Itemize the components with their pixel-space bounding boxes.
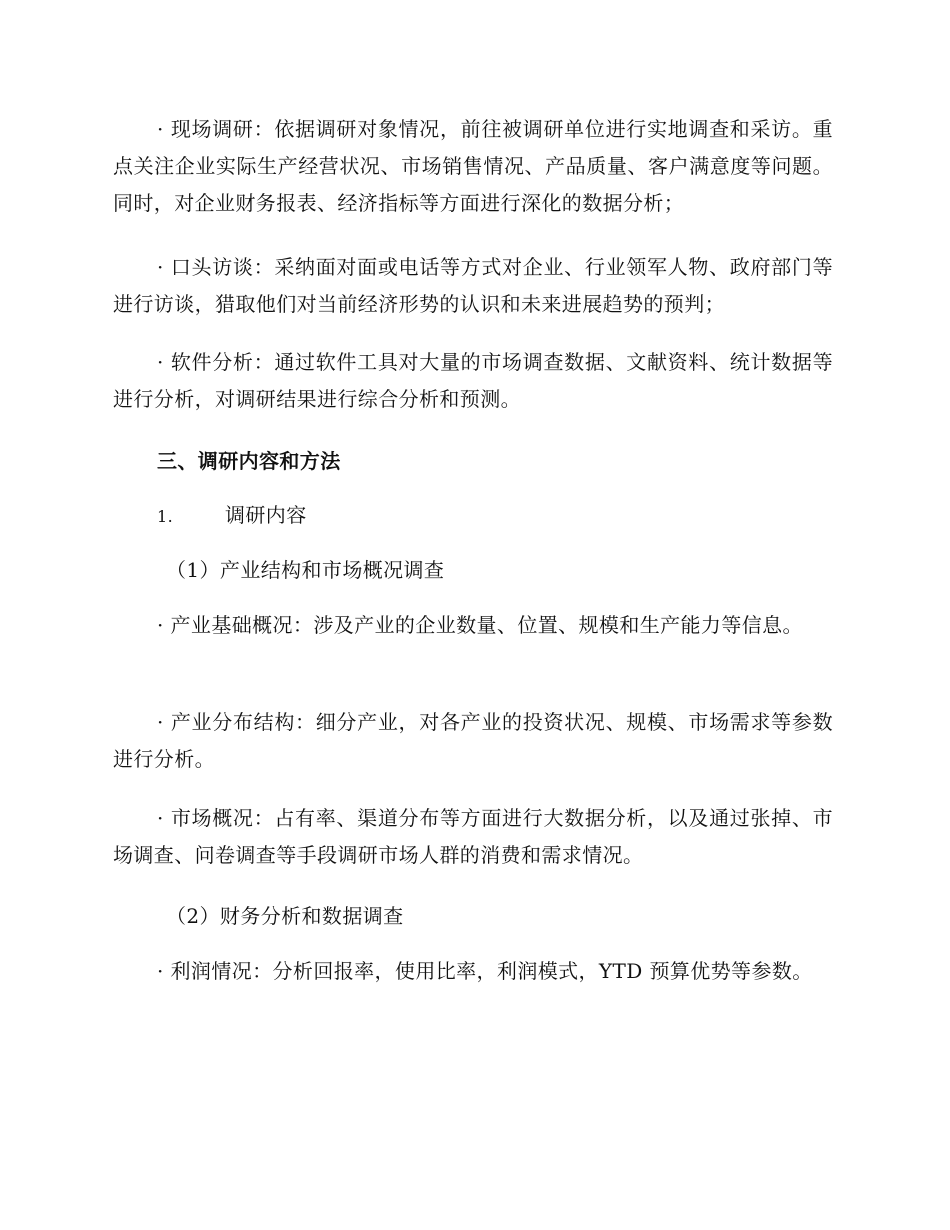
paragraph-oral-interview: · 口头访谈：采纳面对面或电话等方式对企业、行业领军人物、政府部门等进行访谈，猎取他们对当前经济形势的认识和未来进展趋势的预判； [113,255,833,316]
numbered-item-text: 调研内容 [225,503,307,527]
paragraph-profit: · 利润情况：分析回报率，使用比率，利润模式，YTD 预算优势等参数。 [157,959,813,983]
paragraph-industry-basics: · 产业基础概况：涉及产业的企业数量、位置、规模和生产能力等信息。 [157,613,803,637]
paragraph-field-research: · 现场调研：依据调研对象情况，前往被调研单位进行实地调查和采访。重点关注企业实际生产经营状况、市场销售情况、产品质量、客户满意度等问题。同时，对企业财务报表、经济指标等方面进行深化的数据分析； [113,117,833,215]
section-heading: 三、调研内容和方法 [157,449,341,473]
numbered-item [157,497,307,535]
subheading-financial-analysis: （2）财务分析和数据调查 [166,904,404,928]
paragraph-market-overview: · 市场概况：占有率、渠道分布等方面进行大数据分析，以及通过张掉、市场调查、问卷调查等手段调研市场人群的消费和需求情况。 [113,806,833,867]
subheading-industry-structure: （1）产业结构和市场概况调查 [166,558,445,582]
paragraph-industry-distribution: · 产业分布结构：细分产业，对各产业的投资状况、规模、市场需求等参数进行分析。 [113,710,833,771]
list-number: 1. [157,507,174,526]
paragraph-software-analysis: · 软件分析：通过软件工具对大量的市场调查数据、文献资料、统计数据等进行分析，对调研结果进行综合分析和预测。 [113,350,833,411]
